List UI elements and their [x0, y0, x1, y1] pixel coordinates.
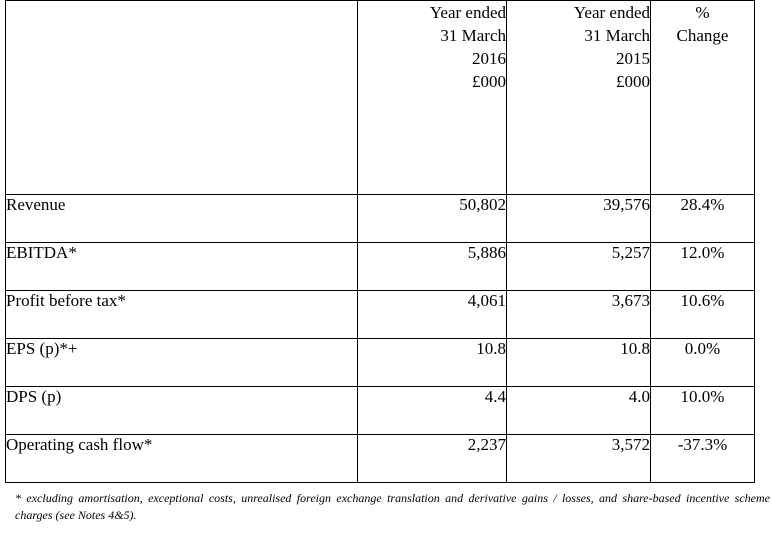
value-2016: 2,237	[358, 435, 507, 483]
row-label: Operating cash flow*	[6, 435, 358, 483]
value-2015: 10.8	[507, 339, 651, 387]
header-row	[6, 1, 755, 195]
header-change	[651, 1, 755, 195]
financial-highlights-table	[5, 0, 755, 483]
row-label: DPS (p)	[6, 387, 358, 435]
value-change: 12.0%	[651, 243, 755, 291]
footnote: * excluding amortisation, exceptional costs, unrealised foreign exchange translation and derivative gains / losses, and share-based incentive scheme charges (see Notes 4&5).	[15, 491, 770, 522]
value-2016: 50,802	[358, 195, 507, 243]
value-2016: 5,886	[358, 243, 507, 291]
value-change: -37.3%	[651, 435, 755, 483]
header-2016-line-2: 31 March	[440, 26, 506, 45]
header-2015-line-2: 31 March	[584, 26, 650, 45]
header-2016	[358, 1, 507, 195]
header-2016-line-1: Year ended	[429, 3, 506, 22]
header-2015-line-4: £000	[616, 72, 650, 91]
header-change-line-2: Change	[676, 26, 729, 45]
header-2016-line-4: £000	[472, 72, 506, 91]
header-2015	[507, 1, 651, 195]
value-change: 10.0%	[651, 387, 755, 435]
table-row	[6, 195, 755, 243]
value-2015: 3,572	[507, 435, 651, 483]
table-row	[6, 435, 755, 483]
value-2015: 5,257	[507, 243, 651, 291]
row-label: Revenue	[6, 195, 358, 243]
row-label: EBITDA*	[6, 243, 358, 291]
header-label-cell	[6, 1, 358, 195]
table-row	[6, 387, 755, 435]
value-2016: 10.8	[358, 339, 507, 387]
table-row	[6, 339, 755, 387]
header-change-line-1: %	[695, 3, 710, 22]
value-change: 28.4%	[651, 195, 755, 243]
value-2015: 3,673	[507, 291, 651, 339]
value-change: 10.6%	[651, 291, 755, 339]
header-2015-line-3: 2015	[616, 49, 650, 68]
value-2015: 4.0	[507, 387, 651, 435]
value-2016: 4.4	[358, 387, 507, 435]
value-change: 0.0%	[651, 339, 755, 387]
header-2016-line-3: 2016	[472, 49, 506, 68]
row-label: Profit before tax*	[6, 291, 358, 339]
table-row	[6, 291, 755, 339]
value-2016: 4,061	[358, 291, 507, 339]
value-2015: 39,576	[507, 195, 651, 243]
row-label: EPS (p)*+	[6, 339, 358, 387]
header-2015-line-1: Year ended	[573, 3, 650, 22]
table-row	[6, 243, 755, 291]
